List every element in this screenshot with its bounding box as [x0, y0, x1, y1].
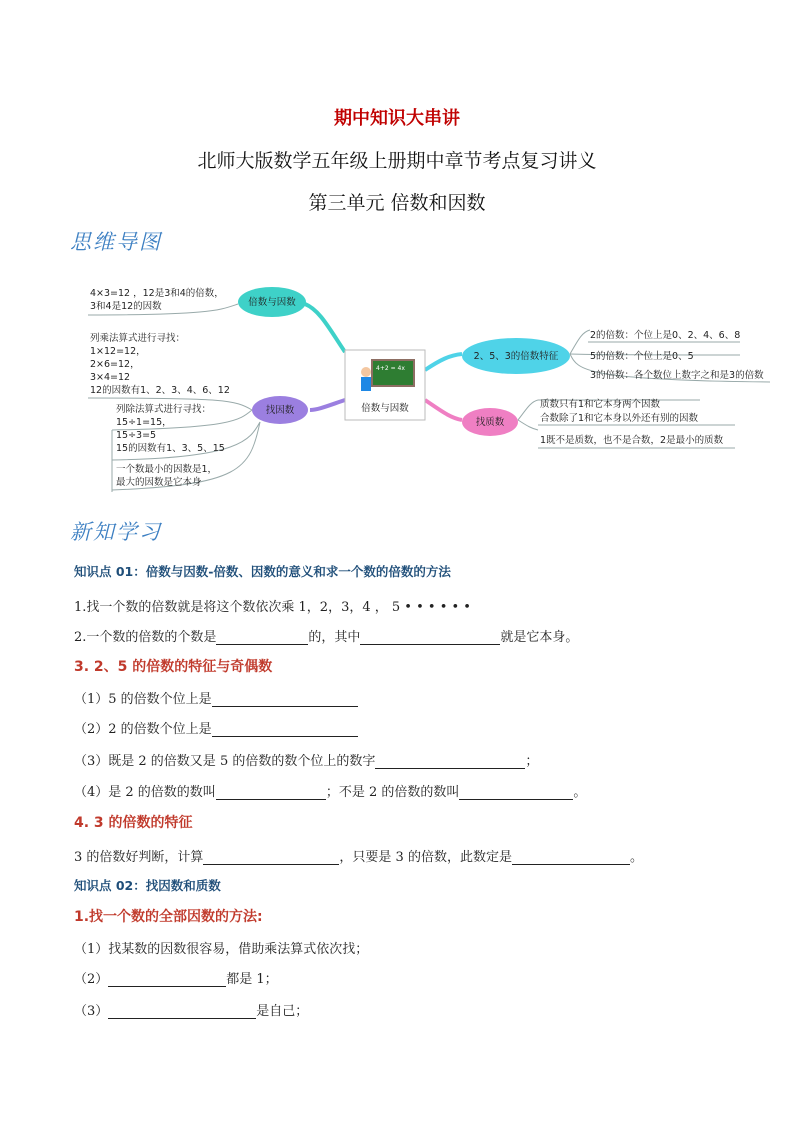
banner-title: 期中知识大串讲 — [334, 108, 460, 129]
blackboard-icon — [372, 360, 414, 386]
node-find-factors-label: 找因数 — [265, 405, 295, 416]
note-prime-3: 1既不是质数，也不是合数，2是最小的质数 — [540, 435, 724, 446]
blank-q4a — [216, 785, 326, 800]
node-mf-label: 倍数与因数 — [248, 297, 296, 308]
note-prime-1: 质数只有1和它本身两个因数 — [540, 399, 661, 410]
blank-2 — [360, 630, 500, 645]
unit-title: 第三单元 倍数和因数 — [308, 192, 486, 214]
blank-q4b — [459, 785, 573, 800]
note-prime-2: 合数除了1和它本身以外还有别的因数 — [540, 413, 699, 424]
blank-q3 — [375, 754, 525, 769]
blank-f2 — [108, 972, 226, 987]
blank-q2 — [212, 722, 358, 737]
note-mult: 列乘法算式进行寻找： 1×12=12， 2×6=12， 3×4=12 12的因数有1、2、3、4、6、12 — [90, 333, 230, 396]
question-2: （2）2 的倍数个位上是 — [74, 718, 358, 737]
note-feature-5: 5的倍数：个位上是0、5 — [590, 351, 694, 362]
note-min: 一个数最小的因数是1， 最大的因数是它本身 — [116, 464, 218, 488]
note-div: 列除法算式进行寻找： 15÷1=15， 15÷3=5 15的因数有1、3、5、15 — [116, 404, 225, 454]
blank-3b — [512, 850, 630, 865]
find-line-3: （3） 是自己； — [74, 1004, 309, 1019]
note-mf: 4×3=12 ，12是3和4的倍数， 3和4是12的因数 — [90, 288, 224, 312]
line-3: 3 的倍数好判断，计算 ，只要是 3 的倍数，此数定是 。 — [74, 850, 643, 865]
branch-primes — [425, 400, 462, 420]
find-factors-heading: 1.找一个数的全部因数的方法: — [74, 909, 263, 925]
blackboard-text: 4+2 = 4x — [376, 365, 405, 372]
center-label: 倍数与因数 — [361, 403, 409, 414]
node-primes-label: 找质数 — [475, 417, 505, 428]
branch-mf — [305, 304, 345, 352]
find-line-1: （1）找某数的因数很容易，借助乘法算式依次找； — [74, 942, 369, 957]
note-feature-3: 3的倍数：各个数位上数字之和是3的倍数 — [590, 370, 764, 381]
section-3-heading: 3. 2、5 的倍数的特征与奇偶数 — [74, 659, 273, 675]
blank-3a — [203, 850, 339, 865]
node-features-label: 2、5、3的倍数特征 — [473, 351, 559, 362]
branch-find — [310, 400, 345, 410]
knowledge-point-01: 知识点 01：倍数与因数-倍数、因数的意义和求一个数的倍数的方法 — [74, 564, 451, 579]
find-line-2: （2） 都是 1； — [74, 972, 278, 987]
branch-features — [425, 354, 462, 370]
section-4-heading: 4. 3 的倍数的特征 — [74, 815, 193, 831]
new-learning-heading: 新知学习 — [70, 520, 162, 544]
line-2: 2.一个数的倍数的个数是 的，其中 就是它本身。 — [74, 630, 579, 645]
blank-q1 — [212, 692, 358, 707]
line-1: 1.找一个数的倍数就是将这个数依次乘 1，2，3，4 ， 5 • • • • • • — [74, 600, 471, 615]
note-feature-2: 2的倍数：个位上是0、2、4、6、8 — [590, 330, 741, 341]
page-title: 北师大版数学五年级上册期中章节考点复习讲义 — [197, 150, 597, 172]
teacher-head — [361, 367, 371, 377]
blank-f3 — [108, 1004, 256, 1019]
question-4: （4）是 2 的倍数的数叫 ；不是 2 的倍数的数叫 。 — [74, 785, 587, 800]
knowledge-point-02: 知识点 02：找因数和质数 — [74, 878, 221, 893]
blank-1 — [216, 630, 308, 645]
mindmap-heading: 思维导图 — [70, 230, 162, 254]
question-1: （1）5 的倍数个位上是 — [74, 688, 358, 707]
question-3: （3）既是 2 的倍数又是 5 的倍数的数个位上的数字 ； — [74, 754, 539, 769]
